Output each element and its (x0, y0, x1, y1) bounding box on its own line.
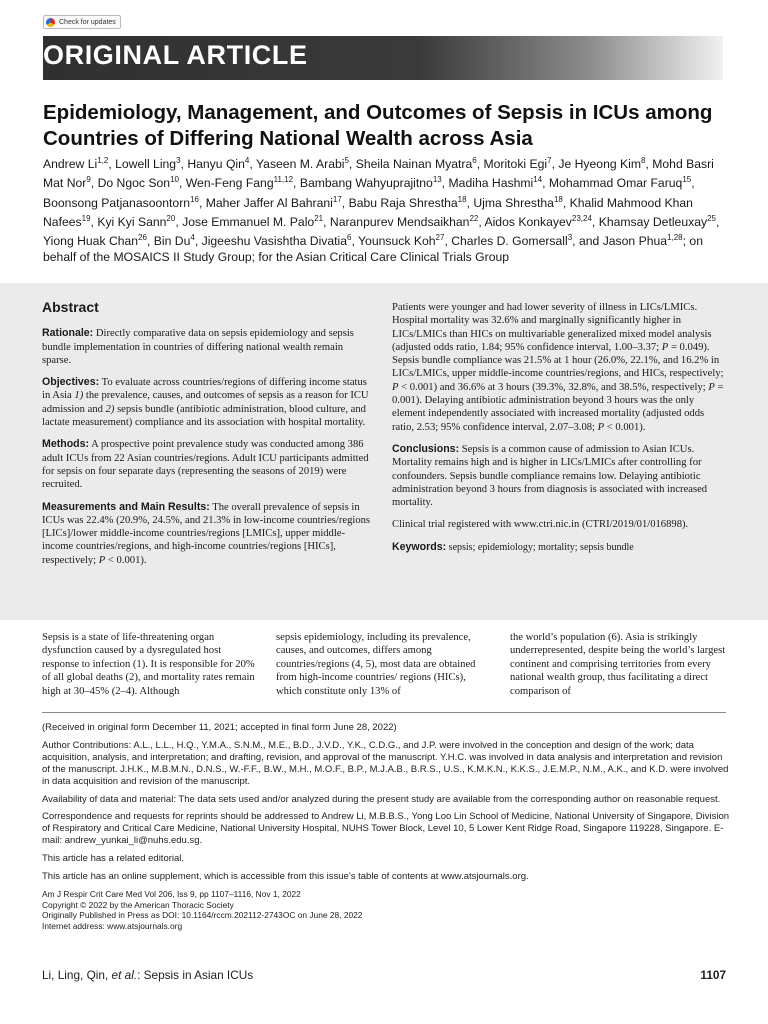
check-for-updates-label: Check for updates (59, 18, 116, 26)
running-topic: : Sepsis in Asian ICUs (137, 968, 254, 982)
body-column-3: the world’s population (6). Asia is strikingly underrepresented, despite being the world’s largest continent and comprising territories from every national wealth group, thus facilitating a direct comparison of (510, 632, 726, 697)
author-name: Ujma Shrestha (473, 195, 554, 210)
author-name: Lowell Ling (115, 157, 177, 172)
results-text: = 0.001). Delaying antibiotic administration beyond 3 hours was the only element independently associated with increased mortality (adjusted odds ratio, 2.53; 95% confidence interval, 2.07–3.08; (392, 381, 724, 433)
footnotes (42, 722, 732, 931)
conclusions-label: Conclusions: (392, 442, 460, 455)
author-affiliation: 7 (547, 156, 552, 165)
running-footer (42, 968, 726, 982)
paper-title: Epidemiology, Management, and Outcomes of Sepsis in ICUs among Countries of Differing National Wealth across Asia (43, 101, 713, 150)
author-affiliation: 22 (469, 213, 479, 223)
author-name: Aidos Konkayev (484, 214, 572, 229)
related-editorial: This article has a related editorial. (42, 853, 185, 865)
author-affiliation: 6 (472, 156, 477, 165)
author-affiliation: 15 (682, 175, 692, 185)
running-authors: Li, Ling, Qin, (42, 968, 109, 982)
body-column-2: sepsis epidemiology, including its prevalence, causes, and outcomes, differs among countries/regions (4, 5), most data are obtained from high-income countries/ regions (HICs), which constitute only 13% of (276, 632, 476, 697)
author-name: Boonsong Patjanasoontorn (43, 195, 191, 210)
results-text: < 0.001) and 36.6% at 3 hours (39.3%, 32.8%, and 38.5%, respectively; (401, 381, 706, 393)
author-affiliation: 4 (190, 233, 195, 243)
author-contributions: Author Contributions: A.L., L.L., H.Q., Y.M.A., S.N.M., M.E., B.D., J.V.D., Y.K., C.D.G., and J.P. were involved in the conception and design of the work; data acquisition, analysis, and interpretation; and drafting, revision, and approval of the manuscript. Y.H.C. was involved in data analysis and interpretation and revision of the manuscript. J.H.K., M.B.M.N., D.N.S., W.-F.F., B.W., M.H., M.O.F., B.P., M.J.A.B., B.R.S., U.S., K.M.K.N., K.K.S., J.E.M.P., N.M., A.K., and K.D. were involved in data acquisition and revision of the manuscript. (42, 739, 729, 787)
author-name: Moritoki Egi (483, 157, 548, 172)
author-affiliation: 17 (332, 194, 342, 204)
author-name: Charles D. Gomersall (451, 234, 568, 249)
author-affiliation: 23,24 (571, 213, 592, 223)
body-text (42, 631, 726, 698)
methods-label: Methods: (42, 438, 90, 451)
author-name: Mohammad Omar Faruq (548, 176, 683, 191)
author-name: Yiong Huak Chan (43, 234, 139, 249)
author-group-note: ; on behalf of the MOSAICS II Study Group; for the Asian Critical Care Clinical Trials Group (43, 234, 703, 265)
author-affiliation: 11,12 (273, 175, 294, 185)
author-name: Jose Emmanuel M. Palo (182, 214, 315, 229)
p-symbol: P (597, 421, 605, 433)
p-symbol: P (708, 381, 715, 393)
abstract-results (42, 501, 372, 567)
journal-citation: Am J Respir Crit Care Med Vol 206, Iss 9, pp 1107–1116, Nov 1, 2022 (42, 888, 301, 899)
author-name: Jason Phua (602, 234, 668, 249)
author-affiliation: 20 (166, 213, 176, 223)
author-affiliation: 27 (435, 233, 445, 243)
objectives-text: the prevalence, causes, and outcomes of sepsis as a reason for ICU admission and (42, 390, 369, 415)
author-name: Bin Du (153, 234, 191, 249)
author-affiliation: 6 (347, 233, 352, 243)
author-list: Andrew Li$^{1,2}$, Lowell Ling$^3$, Hanyu Qin$^4$, Yaseen M. Arabi$^5$, Sheila Nainan Myatra$^6$, Moritoki Egi$^7$, Je Hyeong Kim$^8$, Mohd Basri Mat Nor$^9$, Do Ngoc Son$^{10}$, Wen-Feng Fang$^{11,12}$, Bambang Wahyuprajitno$^{13}$, Madiha Hashmi$^{14}$, Mohammad Omar Faruq$^{15}$, Boonsong Patjanasoontorn$^{16}$, Maher Jaffer Al Bahrani$^{17}$, Babu Raja Shrestha$^{18}$, Ujma Shrestha$^{18}$, Khalid Mahmood Khan Nafees$^{19}$, Kyi Kyi Sann$^{20}$, Jose Emmanuel M. Palo$^{21}$, Naranpurev Mendsaikhan$^{22}$, Aidos Konkayev$^{23,24}$, Khamsay Detleuxay$^{25}$, Yiong Huak Chan$^{26}$, Bin Du$^4$, Jigeeshu Vasishtha Divatia$^6$, Younsuck Koh$^{27}$, Charles D. Gomersall$^3$, and Jason Phua$^{1,28}$; on behalf of the MOSAICS II Study Group; for the Asian Critical Care Clinical Trials Group (43, 156, 720, 265)
keywords-text: sepsis; epidemiology; mortality; sepsis bundle (448, 541, 634, 553)
keywords (392, 541, 726, 554)
rationale-label: Rationale: (42, 327, 94, 340)
author-affiliation: 19 (81, 213, 91, 223)
author-name: Andrew Li (43, 157, 98, 172)
author-name: Yaseen M. Arabi (255, 157, 345, 172)
running-et-al: et al. (111, 968, 138, 982)
author-name: Wen-Feng Fang (185, 176, 274, 191)
conclusions-text: Sepsis is a common cause of admission to Asian ICUs. Mortality remains high and is higher in LICs/LMICs after controlling for confounders. Sepsis bundle compliance remains low. Delaying antibiotic administration beyond 3 hours from diagnosis is associated with increased mortality. (392, 443, 708, 509)
author-name: Naranpurev Mendsaikhan (329, 214, 470, 229)
author-name: Khalid Mahmood Khan Nafees (43, 195, 693, 229)
p-symbol: P (392, 381, 399, 393)
author-affiliation: 21 (314, 213, 324, 223)
author-affiliation: 4 (244, 156, 250, 165)
check-for-updates-badge[interactable] (43, 15, 121, 29)
footnote-divider (42, 712, 726, 713)
p-symbol: P (661, 341, 669, 353)
abstract-right-column (392, 301, 726, 563)
doi: Originally Published in Press as DOI: 10.1164/rccm.202112-2743OC on June 28, 2022 (42, 910, 363, 921)
rationale-text: Directly comparative data on sepsis epidemiology and sepsis bundle implementation in countries of differing national wealth remain sparse. (42, 328, 354, 366)
author-affiliation: 25 (707, 213, 716, 223)
data-availability: Availability of data and material: The data sets used and/or analyzed during the present study are available from the corresponding author on reasonable request. (42, 793, 721, 805)
online-supplement: This article has an online supplement, which is accessible from this issue’s table of contents at www.atsjournals.org. (42, 871, 529, 883)
author-name: Khamsay Detleuxay (598, 214, 708, 229)
author-affiliation: 9 (86, 175, 91, 185)
author-affiliation: 18 (553, 194, 563, 204)
author-affiliation: 26 (138, 233, 147, 243)
article-type-banner (43, 36, 723, 80)
copyright: Copyright © 2022 by the American Thoracic Society (42, 899, 234, 910)
author-name: Kyi Kyi Sann (97, 214, 167, 229)
author-name: Babu Raja Shrestha (348, 195, 458, 210)
author-and: and (578, 234, 603, 249)
running-title (42, 968, 253, 982)
objectives-num: 2) (105, 403, 115, 415)
page-number: 1107 (700, 968, 726, 982)
abstract-heading: Abstract (42, 299, 99, 315)
author-name: Maher Jaffer Al Bahrani (205, 195, 333, 210)
author-affiliation: 13 (432, 175, 442, 185)
author-affiliation: 5 (344, 156, 349, 165)
objectives-label: Objectives: (42, 376, 100, 389)
author-name: Je Hyeong Kim (558, 157, 642, 172)
author-name: Bambang Wahyuprajitno (299, 176, 433, 191)
author-affiliation: 16 (190, 194, 199, 204)
results-text: < 0.001). (606, 421, 646, 433)
author-affiliation: 3 (176, 156, 181, 165)
author-affiliation: 10 (170, 175, 179, 185)
objectives-num: 1) (74, 390, 84, 402)
keywords-label: Keywords: (392, 540, 447, 553)
author-name: Mohd Basri Mat Nor (43, 157, 714, 191)
author-name: Madiha Hashmi (448, 176, 534, 191)
body-column-1: Sepsis is a state of life-threatening organ dysfunction caused by a dysregulated host response to infection (1). It is responsible for 20% of all global deaths (2), and mortality rates remain high at 30–45% (2–4). Although (42, 632, 255, 697)
abstract-rationale (42, 327, 372, 367)
objectives-text: sepsis bundle (antibiotic administration, blood culture, and lactate measurement) compliance and its association with hospital mortality. (42, 403, 366, 429)
author-affiliation: 14 (533, 175, 543, 185)
abstract-results-continued (392, 301, 726, 434)
abstract-conclusions (392, 443, 726, 509)
results-text: = 0.049). Sepsis bundle compliance was 21.5% at 1 hour (26.0%, 22.1%, and 16.2% in LICs/LMICs, upper middle-income countries/regions, and HICs, respectively; (392, 341, 724, 380)
author-affiliation: 1,2 (97, 156, 109, 165)
objectives-text: To evaluate across countries/regions of differing income status in Asia (42, 377, 367, 402)
author-name: Sheila Nainan Myatra (355, 157, 473, 172)
author-name: Hanyu Qin (187, 157, 245, 172)
correspondence: Correspondence and requests for reprints should be addressed to Andrew Li, M.B.B.S., Yong Loo Lin School of Medicine, National University of Singapore, Division of Respiratory and Critical Care Medicine, National University Hospital, NUHS Tower Block, Level 10, 5 Lower Kent Ridge Road, Singapore 119228, Singapore. E-mail: andrew_yunkai_li@nuhs.edu.sg. (42, 811, 730, 847)
author-name: Jigeeshu Vasishtha Divatia (201, 234, 348, 249)
abstract-panel (0, 283, 768, 620)
trial-registration (392, 518, 726, 531)
received-dates: (Received in original form December 11, 2021; accepted in final form June 28, 2022) (42, 722, 397, 733)
trial-registration-text: Clinical trial registered with www.ctri.nic.in (CTRI/2019/01/016898). (392, 519, 689, 531)
results-text: The overall prevalence of sepsis in ICUs was 22.4% (20.9%, 24.5%, and 21.3% in low-income countries/regions [LICs]/lower middle-income countries/regions [LMICs], upper middle-income countries/regions, and high-income countries/regions [HICs], respectively; (42, 501, 371, 566)
author-affiliation: 1,28 (667, 233, 683, 243)
crossmark-icon (46, 18, 55, 27)
article-type-label: ORIGINAL ARTICLE (43, 40, 308, 70)
author-affiliation: 18 (457, 194, 467, 204)
results-label: Measurements and Main Results: (42, 500, 210, 513)
results-text: Patients were younger and had lower severity of illness in LICs/LMICs. Hospital mortality was 32.6% and marginally significantly higher in LICs/LMICs than HICs on multivariable generalized mixed model analysis (adjusted odds ratio, 1.84; 95% confidence interval, 1.00–3.37; (392, 302, 712, 353)
author-name: Younsuck Koh (358, 234, 436, 249)
abstract-methods (42, 438, 372, 491)
journal-website: Internet address: www.atsjournals.org (42, 920, 183, 931)
p-symbol: P (98, 554, 106, 566)
author-affiliation: 3 (567, 233, 573, 243)
abstract-left-column (42, 301, 372, 576)
journal-meta (42, 889, 732, 931)
author-name: Do Ngoc Son (97, 176, 171, 191)
methods-text: A prospective point prevalence study was conducted among 386 adult ICUs from 22 Asian countries/regions. Adult ICU participants admitted for sepsis on four separate days (representing the seasons of 2019) were recruited. (42, 439, 369, 491)
abstract-objectives (42, 376, 372, 429)
author-affiliation: 8 (641, 156, 646, 165)
results-text: < 0.001). (107, 554, 147, 566)
